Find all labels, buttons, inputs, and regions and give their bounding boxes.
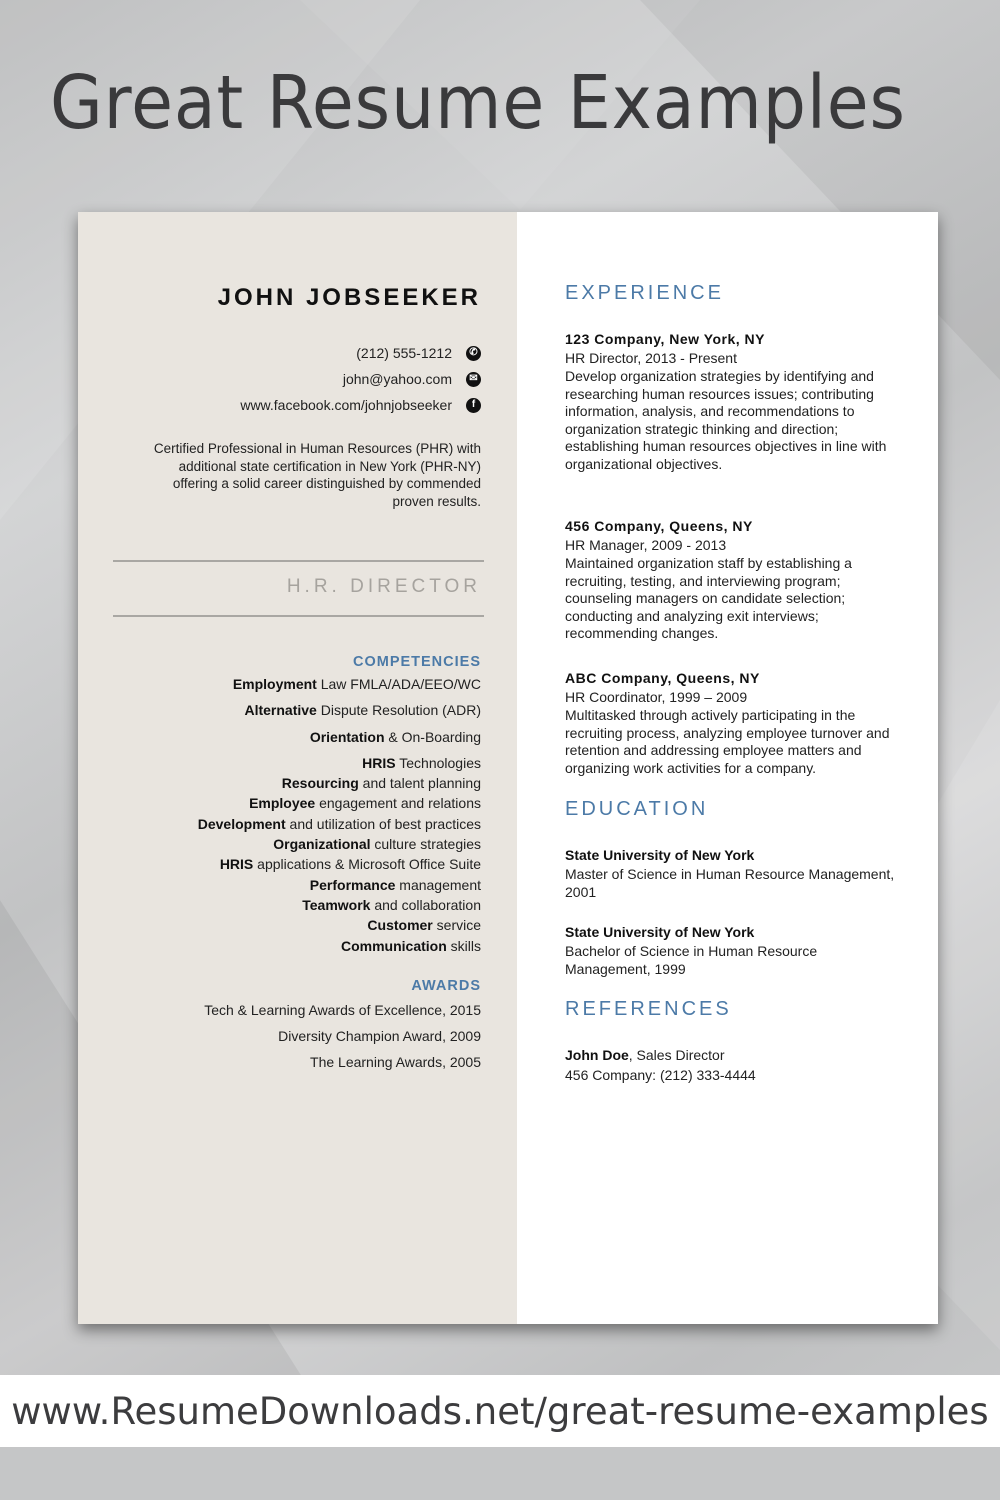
job-title: HR Coordinator, 1999 – 2009 <box>565 689 748 705</box>
experience-heading: EXPERIENCE <box>565 282 724 304</box>
job-entry <box>565 668 895 777</box>
contact-facebook-text: www.facebook.com/johnjobseeker <box>240 397 452 413</box>
competency-item: Alternative Dispute Resolution (ADR) <box>244 702 481 719</box>
competency-item: Employee engagement and relations <box>249 795 481 812</box>
education-school: State University of New York <box>565 924 755 940</box>
contact-phone-text: (212) 555-1212 <box>356 345 452 361</box>
job-company: 456 Company, Queens, NY <box>565 518 753 534</box>
resume-page <box>78 212 938 1324</box>
competency-item: Teamwork and collaboration <box>302 896 481 913</box>
resume-main <box>517 212 938 1324</box>
divider-bottom <box>113 615 484 617</box>
references-heading: REFERENCES <box>565 998 732 1020</box>
url-banner[interactable] <box>0 1375 1000 1447</box>
competency-item: Communication skills <box>340 937 481 954</box>
reference-name: John Doe <box>565 1047 629 1063</box>
reference-entry <box>565 1045 756 1085</box>
phone-icon: ✆ <box>466 346 481 361</box>
reference-contact: 456 Company: (212) 333-4444 <box>565 1067 756 1083</box>
contact-email-text: john@yahoo.com <box>342 371 452 387</box>
awards-list <box>204 997 481 1075</box>
job-entry <box>565 329 895 473</box>
website-url[interactable]: www.ResumeDownloads.net/great-resume-examples <box>11 1389 989 1433</box>
award-item: Diversity Champion Award, 2009 <box>278 1028 481 1044</box>
resume-sidebar <box>78 212 517 1324</box>
education-entry <box>565 923 895 979</box>
reference-role: , Sales Director <box>628 1047 725 1063</box>
job-title: HR Manager, 2009 - 2013 <box>565 537 727 553</box>
contact-phone[interactable] <box>240 340 481 366</box>
education-heading: EDUCATION <box>565 798 709 820</box>
job-description: Maintained organization staff by establishing a recruiting, testing, and interviewing program; counseling managers on candidate selection; conducting and analyzing exit interviews; recommending changes. <box>565 555 852 641</box>
contact-list <box>240 340 481 418</box>
job-description: Multitasked through actively participating in the recruiting process, analyzing employee turnover and retention and addressing employee matters and organizing work activities for a company. <box>565 707 890 776</box>
competencies-heading: COMPETENCIES <box>352 654 481 670</box>
competency-item: Performance management <box>309 876 481 893</box>
professional-summary: Certified Professional in Human Resources (PHR) with additional state certification in New York (PHR-NY) offering a solid career distinguished by commended proven results. <box>153 441 481 509</box>
job-title: HR Director, 2013 - Present <box>565 350 737 366</box>
competencies-list <box>198 674 481 956</box>
email-icon: ✉ <box>466 372 481 387</box>
competency-item: Development and utilization of best practices <box>197 815 481 832</box>
education-entry <box>565 846 895 902</box>
competency-item: Organizational culture strategies <box>273 836 481 853</box>
contact-facebook[interactable] <box>240 392 481 418</box>
job-company: 123 Company, New York, NY <box>565 331 766 347</box>
divider-top <box>113 560 484 562</box>
competency-item: Resourcing and talent planning <box>281 775 481 792</box>
job-entry <box>565 516 895 643</box>
competency-item: HRIS Technologies <box>362 754 481 771</box>
competency-item: Orientation & On-Boarding <box>309 728 481 745</box>
education-school: State University of New York <box>565 847 755 863</box>
award-item: Tech & Learning Awards of Excellence, 2015 <box>204 1002 481 1018</box>
competency-item: HRIS applications & Microsoft Office Suite <box>219 856 481 873</box>
awards-heading: AWARDS <box>411 978 481 994</box>
reference-line <box>565 1045 756 1065</box>
job-description: Develop organization strategies by identifying and researching human resources issues; contributing information, analysis, and recommendations to organization strategic thinking and direction; establishing human resources objectives in line with organizational objectives. <box>565 368 887 472</box>
candidate-name: JOHN JOBSEEKER <box>217 284 481 311</box>
job-company: ABC Company, Queens, NY <box>565 670 760 686</box>
competency-item: Employment Law FMLA/ADA/EEO/WC <box>232 676 481 692</box>
banner-title: Great Resume Examples <box>50 60 906 146</box>
contact-email[interactable] <box>240 366 481 392</box>
award-item: The Learning Awards, 2005 <box>310 1054 481 1070</box>
education-degree: Bachelor of Science in Human Resource Management, 1999 <box>565 942 818 977</box>
competency-item: Customer service <box>367 917 481 934</box>
education-degree: Master of Science in Human Resource Management, 2001 <box>565 865 895 900</box>
role-title: H.R. DIRECTOR <box>286 576 481 597</box>
bottom-strip <box>0 1447 1000 1500</box>
facebook-icon: f <box>466 398 481 413</box>
